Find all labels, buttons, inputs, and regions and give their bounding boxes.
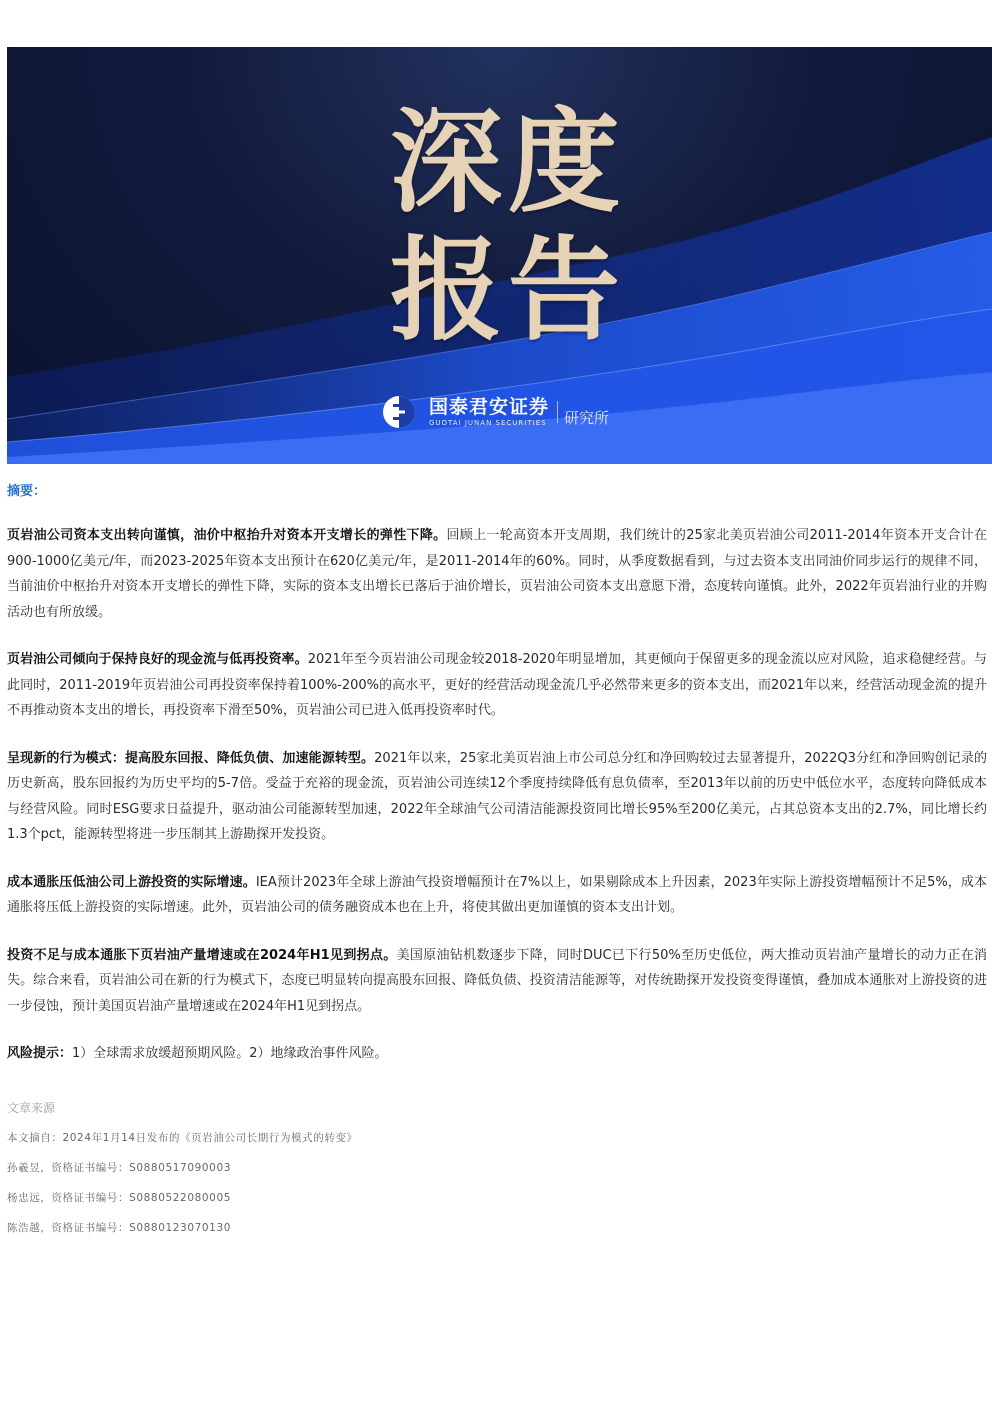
logo-chinese-name: 国泰君安证券 (429, 396, 550, 418)
banner-title-line2: 报告 (390, 225, 626, 356)
summary-paragraph (7, 870, 987, 921)
logo-divider (557, 401, 558, 423)
paragraph-body: IEA预计2023年全球上游油气投资增幅预计在7%以上，如果剔除成本上升因素，2023年实际上游投资增幅预计不足5%，成本通胀将压低上游投资的实际增速。此外，页岩油公司的债务融资成本也在上升，将使其做出更加谨慎的资本支出计划。 (7, 874, 987, 915)
risk-warning-text: 1）全球需求放缓超预期风险。2）地缘政治事件风险。 (72, 1046, 388, 1061)
paragraph-body: 2021年至今页岩油公司现金较2018-2020年明显增加，其更倾向于保留更多的现金流以应对风险，追求稳健经营。与此同时，2011-2019年页岩油公司再投资率保持着100%-200%的高水平，更好的经营活动现金流几乎必然带来更多的资本支出，而2021年以来，经营活动现金流的提升不再推动资本支出的增长，再投资率下滑至50%，页岩油公司已进入低再投资率时代。 (7, 652, 987, 718)
summary-paragraph (7, 523, 987, 625)
company-logo (379, 392, 609, 432)
banner-title-line1: 深度 (390, 97, 626, 228)
paragraph-body: 回顾上一轮高资本开支周期，我们统计的25家北美页岩油公司2011-2014年资本开支合计在900-1000亿美元/年，而2023-2025年资本支出预计在620亿美元/年，是2011-2014年的60%。同时，从季度数据看到，与过去资本支出同油价同步运行的规律不同，当前油价中枢抬升对资本开支增长的弹性下降，实际的资本支出增长已落后于油价增长，页岩油公司资本支出意愿下滑，态度转向谨慎。此外，2022年页岩油行业的并购活动也有所放缓。 (7, 528, 987, 620)
guotai-junan-logo-icon (379, 392, 421, 432)
risk-warning (7, 1041, 987, 1067)
source-excerpt: 本文摘自：2024年1月14日发布的《页岩油公司长期行为模式的转变》 (7, 1131, 358, 1144)
paragraph-body: 2021年以来，25家北美页岩油上市公司总分红和净回购较过去显著提升，2022Q3分红和净回购创记录的历史新高，股东回报约为历史平均的5-7倍。受益于充裕的现金流，页岩油公司连续12个季度持续降低有息负债率，至2013年以前的历史中低位水平，态度转向降低成本与经营风险。同时ESG要求日益提升，驱动油公司能源转型加速，2022年全球油气公司清洁能源投资同比增长95%至200亿美元，占其总资本支出的2.7%，同比增长约1.3个pct，能源转型将进一步压制其上游勘探开发投资。 (7, 750, 987, 842)
paragraph-heading: 成本通胀压低油公司上游投资的实际增速。 (7, 874, 256, 890)
paragraph-body: 美国原油钻机数逐步下降，同时DUC已下行50%至历史低位，两大推动页岩油产量增长的动力正在消失。综合来看，页岩油公司在新的行为模式下，态度已明显转向提高股东回报、降低负债、投资清洁能源等，对传统勘探开发投资变得谨慎，叠加成本通胀对上游投资的进一步侵蚀，预计美国页岩油产量增速或在2024年H1见到拐点。 (7, 947, 988, 1014)
author-line: 孙羲昱，资格证书编号：S0880517090003 (7, 1161, 232, 1174)
author-line: 陈浩越，资格证书编号：S0880123070130 (7, 1221, 232, 1234)
article-body (7, 478, 987, 1250)
paragraph-heading: 投资不足与成本通胀下页岩油产量增速或在2024年H1见到拐点。 (7, 947, 397, 963)
logo-english-name: GUOTAI JUNAN SECURITIES (429, 419, 547, 427)
paragraph-heading: 页岩油公司倾向于保持良好的现金流与低再投资率。 (7, 652, 308, 667)
summary-paragraph (7, 943, 987, 1020)
paragraph-heading: 呈现新的行为模式：提高股东回报、降低负债、加速能源转型。 (7, 750, 375, 766)
summary-paragraph (7, 647, 987, 724)
report-cover-banner (7, 47, 992, 464)
logo-institute: 研究所 (564, 408, 610, 427)
risk-warning-label: 风险提示： (7, 1046, 73, 1061)
paragraph-heading: 页岩油公司资本支出转向谨慎，油价中枢抬升对资本开支增长的弹性下降。 (7, 528, 447, 543)
abstract-label: 摘要： (7, 484, 47, 499)
source-label: 文章来源 (7, 1100, 56, 1115)
summary-paragraph (7, 746, 987, 848)
author-line: 杨忠远，资格证书编号：S0880522080005 (7, 1191, 232, 1204)
